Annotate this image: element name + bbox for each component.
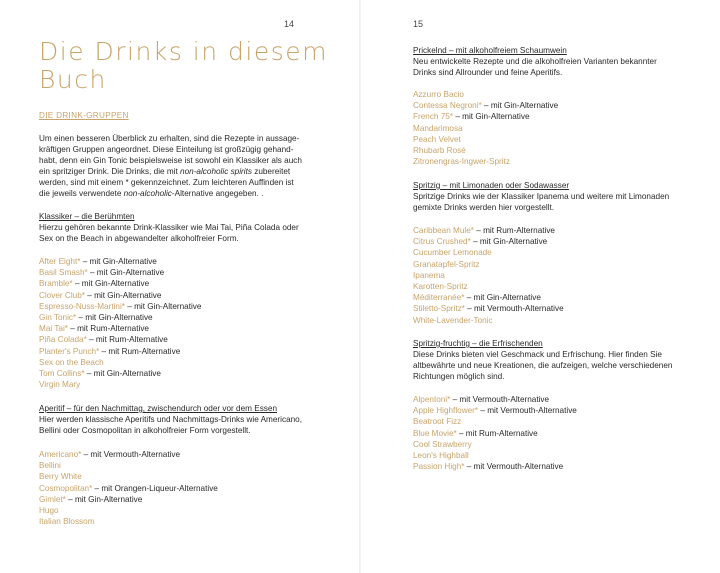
drink-list-item: [39, 357, 104, 368]
drink-list-item: [413, 100, 558, 111]
drink-list-item: [413, 416, 461, 427]
drink-name: Berry White: [39, 472, 82, 482]
drink-list-item: [39, 346, 180, 357]
drink-name: Beatroot Fizz: [413, 417, 462, 427]
drink-list-item: [39, 368, 161, 379]
drink-name: Tom Collins*: [39, 369, 85, 378]
section-description-line: Diese Drinks bieten viel Geschmack und Erfrischung. Hier finden Sie: [413, 350, 662, 359]
drink-name: Cosmopolitan*: [39, 483, 93, 493]
drink-list-item: [413, 461, 563, 472]
drink-name: Granatapfel-Spritz: [413, 259, 480, 269]
drink-list-item: [413, 89, 464, 100]
drink-list-item: [413, 236, 547, 247]
drink-alternative-note: – mit Gin-Alternative: [453, 112, 530, 122]
section-description-line: Sex on the Beach in abgewandelter alkoholfreier Form.: [39, 234, 239, 243]
drink-list-item: [39, 516, 95, 527]
drink-alternative-note: – mit Rum-Alternative: [86, 335, 168, 345]
drink-list-item: [413, 225, 555, 236]
drink-name: Blue Movie*: [413, 428, 457, 438]
drink-groups-heading: DIE DRINK-GRUPPEN: [39, 111, 129, 120]
section-description-line: Richtungen möglich sind.: [413, 372, 505, 381]
drink-list-item: [39, 449, 180, 460]
drink-list-item: [413, 259, 479, 270]
drink-alternative-note: – mit Gin-Alternative: [464, 293, 541, 303]
drink-name: Stiletto-Spritz*: [413, 304, 465, 314]
drink-list-item: [39, 278, 149, 289]
section-heading-fruchtig: Spritzig-fruchtig – die Erfrischenden: [413, 339, 543, 348]
drink-name: Piña Colada*: [39, 335, 87, 345]
drink-alternative-note: – mit Rum-Alternative: [474, 226, 555, 235]
drink-alternative-note: – mit Gin-Alternative: [470, 237, 548, 247]
drink-name: Basil Smash*: [39, 268, 88, 278]
drink-name: Gimlet*: [39, 494, 66, 504]
drink-list-item: [413, 123, 463, 134]
section-description-line: Hierzu gehören bekannte Drink-Klassiker wie Mai Tai, Piña Colada oder: [39, 223, 299, 232]
drink-list-item: [413, 111, 530, 122]
intro-line: kräftigen Gruppen angeordnet. Diese Einteilung ist großzügig gehand-: [39, 145, 294, 154]
drink-list-item: [39, 290, 161, 301]
drink-name: Karotten-Spritz: [413, 282, 468, 291]
drink-name: Espresso-Nuss-Martini*: [39, 301, 125, 311]
drink-alternative-note: – mit Gin-Alternative: [65, 494, 143, 504]
section-heading-spritzig: Spritzig – mit Limonaden oder Sodawasser: [413, 181, 570, 190]
drink-list-item: [413, 134, 461, 145]
drink-alternative-note: – mit Gin-Alternative: [72, 279, 150, 289]
drink-name: Clover Club*: [39, 290, 85, 300]
drink-name: Bellini: [39, 461, 61, 471]
drink-alternative-note: – mit Vermouth-Alternative: [450, 395, 550, 404]
drink-alternative-note: – mit Gin-Alternative: [80, 257, 157, 266]
drink-alternative-note: – mit Vermouth-Alternative: [464, 304, 564, 314]
drink-list-item: [39, 334, 168, 345]
drink-alternative-note: – mit Rum-Alternative: [67, 324, 149, 334]
drink-list-item: [413, 156, 510, 167]
drink-list-item: [413, 281, 468, 292]
drink-alternative-note: – mit Gin-Alternative: [84, 290, 162, 300]
section-heading-klassiker: Klassiker – die Berühmten: [39, 212, 135, 221]
drink-alternative-note: – mit Vermouth-Alternative: [81, 450, 181, 459]
drink-name: Americano*: [39, 450, 82, 459]
drink-list-item: [39, 379, 80, 390]
drink-alternative-note: – mit Gin-Alternative: [125, 301, 202, 311]
drink-name: Planter's Punch*: [39, 346, 100, 356]
drink-alternative-note: – mit Vermouth-Alternative: [478, 406, 577, 416]
drink-list-item: [39, 505, 59, 516]
drink-list-item: [39, 323, 149, 334]
drink-name: Bramble*: [39, 279, 73, 289]
drink-alternative-note: – mit Gin-Alternative: [87, 268, 165, 278]
drink-name: Ipanema: [413, 270, 445, 280]
drink-alternative-note: – mit Vermouth-Alternative: [464, 462, 564, 472]
drink-name: Mandarimosa: [413, 123, 463, 133]
drink-name: French 75*: [413, 112, 454, 122]
section-heading-aperitif: Aperitif – für den Nachmittag, zwischendurch oder vor dem Essen: [39, 404, 278, 413]
drink-list-item: [413, 428, 538, 439]
drink-list-item: [413, 394, 549, 405]
drink-name: Peach Velvet: [413, 134, 461, 144]
drink-list-item: [413, 270, 445, 281]
drink-name: Zitronengras-Ingwer-Spritz: [413, 157, 510, 167]
italic-term: non-alcoholic spirits: [180, 167, 252, 176]
section-description-line: Hier werden klassische Aperitifs und Nachmittags-Drinks wie Americano,: [39, 415, 303, 424]
drink-name: Hugo: [39, 506, 59, 515]
drink-name: Azzurro Bacio: [413, 90, 464, 99]
drink-name: Passion High*: [413, 462, 465, 472]
italic-term: non-alcoholic: [123, 189, 172, 198]
drink-alternative-note: – mit Gin-Alternative: [76, 313, 153, 322]
intro-line: Um einen besseren Überblick zu erhalten, sind die Rezepte in aussage-: [39, 134, 300, 143]
drink-name: Mai Tai*: [39, 324, 68, 334]
section-description-line: Bellini oder Cosmopolitan in alkoholfreier Form vorgestellt.: [39, 426, 251, 435]
intro-line: werden, sind mit einem * gekennzeichnet. Zum leichteren Auffinden ist: [39, 178, 294, 187]
drink-name: Méditerranée*: [413, 293, 465, 303]
drink-name: White-Lavender-Tonic: [413, 315, 493, 325]
drink-name: Cucumber Lemonade: [413, 248, 492, 258]
intro-line: die jeweils verwendete non-alcoholic-Alternative angegeben. .: [39, 189, 264, 198]
section-description-line: Drinks sind Allrounder und feine Aperitifs.: [413, 68, 563, 77]
drink-list-item: [413, 315, 493, 326]
drink-list-item: [39, 267, 164, 278]
drink-name: Citrus Crushed*: [413, 237, 471, 247]
drink-list-item: [413, 303, 564, 314]
drink-name: Sex on the Beach: [39, 357, 104, 367]
section-description-line: Neu entwickelte Rezepte und die alkoholfreien Varianten bekannter: [413, 57, 657, 66]
drink-alternative-note: – mit Orangen-Liqueur-Alternative: [92, 483, 218, 493]
drink-list-item: [413, 145, 466, 156]
drink-name: Virgin Mary: [39, 380, 81, 390]
drink-list-item: [39, 301, 201, 312]
intro-line: ein spritziger Drink. Die Drinks, die mit non-alcoholic spirits zubereitet: [39, 167, 291, 176]
drink-list-item: [413, 405, 577, 416]
drink-alternative-note: – mit Gin-Alternative: [481, 101, 559, 111]
drink-list-item: [39, 471, 82, 482]
drink-list-item: [413, 247, 492, 258]
intro-line: habt, denn ein Gin Tonic beispielsweise ist sowohl ein Klassiker als auch: [39, 156, 302, 165]
drink-list-item: [413, 292, 541, 303]
drink-name: Apple Highflower*: [413, 406, 479, 416]
page-title: [39, 38, 339, 94]
title-line-1: Die Drinks in diesem: [39, 37, 328, 66]
drink-alternative-note: – mit Gin-Alternative: [84, 369, 161, 378]
drink-list-item: [39, 460, 61, 471]
drink-name: Leon's Highball: [413, 451, 469, 460]
drink-list-item: [413, 450, 469, 461]
section-description-line: altbewährte und neue Kreationen, die aufzeigen, welche verschiedenen: [413, 361, 673, 370]
drink-name: Contessa Negroni*: [413, 101, 482, 111]
drink-list-item: [39, 483, 218, 494]
drink-name: Rhubarb Rosé: [413, 146, 466, 155]
drink-name: Caribbean Mule*: [413, 226, 474, 235]
right-page: [360, 0, 720, 573]
drink-name: Gin Tonic*: [39, 313, 77, 322]
page-number-right: 15: [413, 19, 424, 29]
drink-name: Italian Blossom: [39, 517, 95, 527]
drink-name: After Eight*: [39, 257, 81, 266]
drink-name: Cool Strawberry: [413, 439, 472, 449]
drink-list-item: [39, 494, 142, 505]
drink-alternative-note: – mit Rum-Alternative: [456, 428, 538, 438]
drink-alternative-note: – mit Rum-Alternative: [99, 346, 181, 356]
section-description-line: Spritzige Drinks wie der Klassiker Ipanema und weitere mit Limonaden: [413, 192, 670, 201]
drink-list-item: [413, 439, 472, 450]
page-number-left: 14: [284, 19, 295, 29]
drink-list-item: [39, 312, 153, 323]
section-description-line: gemixte Drinks werden hier vorgestellt.: [413, 203, 555, 212]
title-line-2: Buch: [39, 65, 107, 94]
drink-list-item: [39, 256, 157, 267]
section-heading-prickelnd: Prickelnd – mit alkoholfreiem Schaumwein: [413, 46, 567, 55]
drink-name: Alpentoni*: [413, 395, 451, 404]
